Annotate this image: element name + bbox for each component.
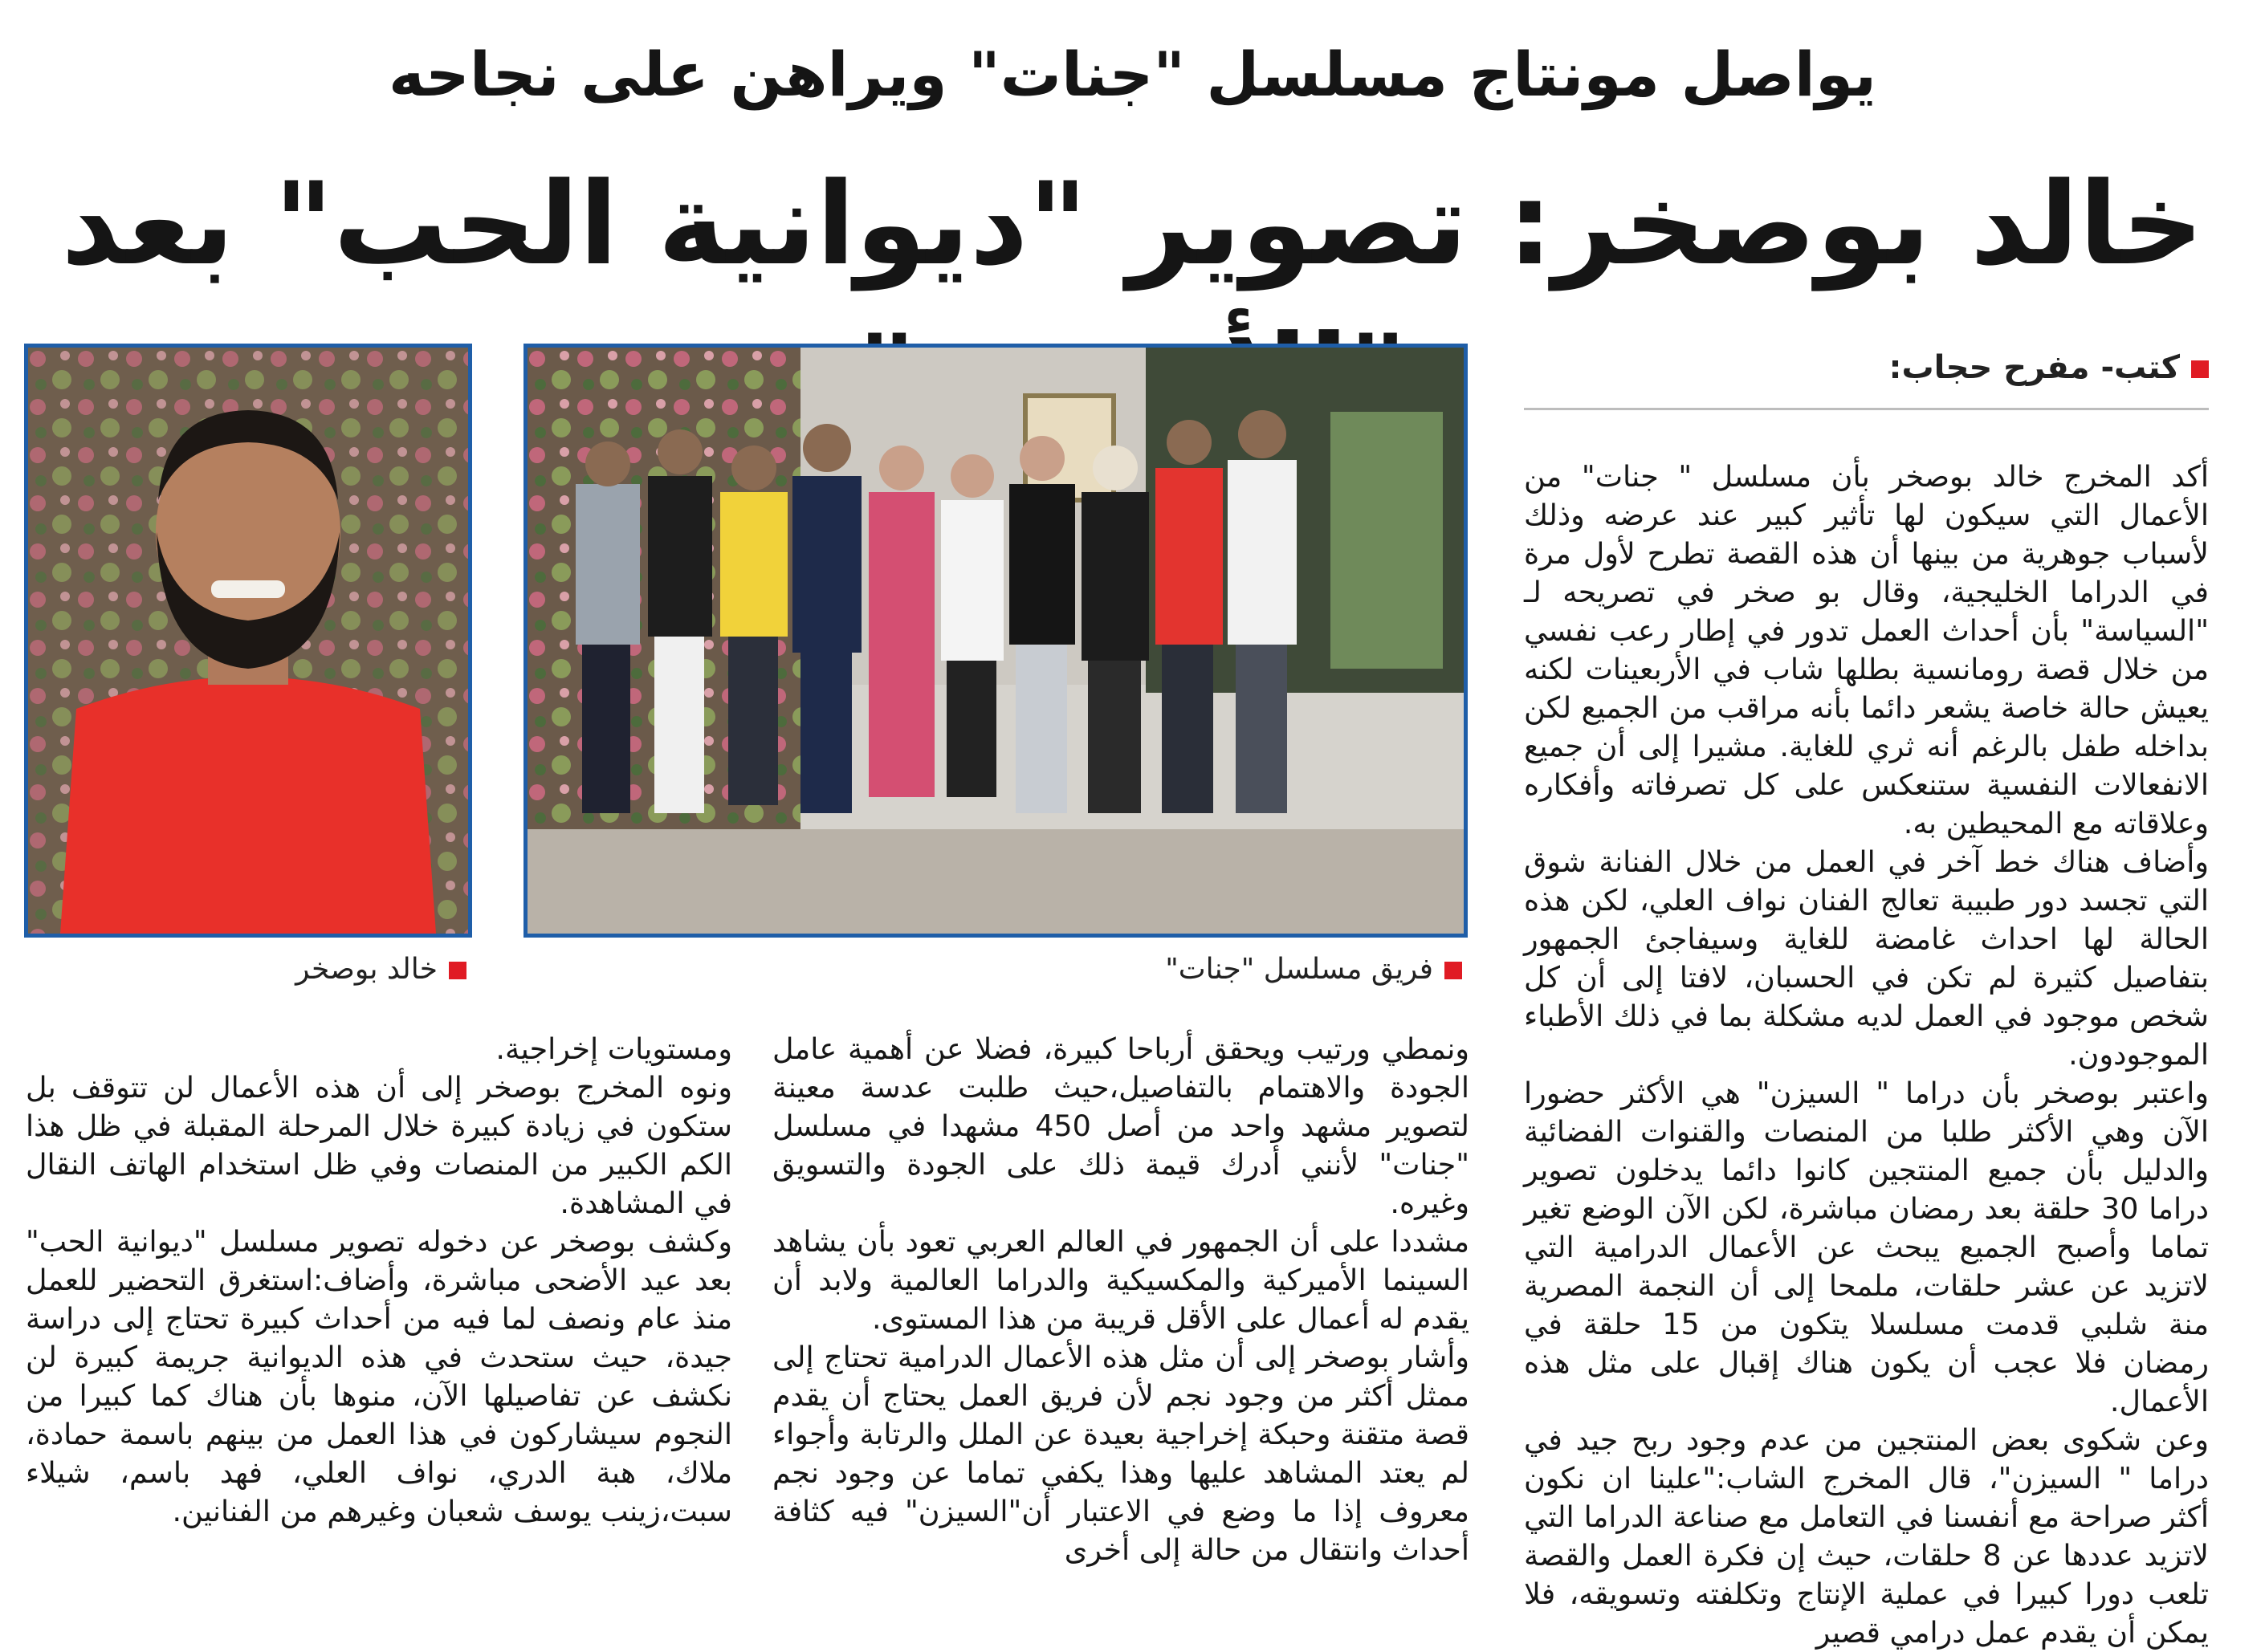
byline-text: كتب- مفرح حجاب: [1888, 349, 2180, 386]
byline [1888, 345, 2209, 390]
subheadline: يواصل مونتاج مسلسل "جنات" ويراهن على نجاحه [388, 39, 1877, 110]
portrait-caption-text: خالد بوصخر [295, 953, 438, 986]
article-column-middle [772, 1030, 1469, 1567]
team-photo-caption [1165, 950, 1462, 990]
team-photo-illustration [528, 348, 1464, 934]
paragraph: ومستويات إخراجية. [495, 1031, 732, 1066]
byline-bullet [2191, 360, 2209, 378]
article-column-right [1524, 458, 2209, 1650]
portrait-caption [295, 950, 466, 990]
caption-bullet [1444, 962, 1462, 979]
portrait-illustration [28, 348, 468, 934]
caption-bullet [449, 962, 466, 979]
paragraph: وأضاف هناك خط آخر في العمل من خلال الفنانة شوق التي تجسد دور طبيبة تعالج الفنان نواف العلي، لكن هذه الحالة لها احداث غامضة للغاية وسيفاجئ الجمهور بتفاصيل كثيرة لم تكن في الحسبان، لافتا إلى أن كل شخص موجود في العمل لديه مشكلة بما في ذلك الأطباء الموجودون. [1524, 844, 2209, 1072]
paragraph: ونمطي ورتيب ويحقق أرباحا كبيرة، فضلا عن أهمية عامل الجودة والاهتمام بالتفاصيل،حيث طلبت عدسة معينة لتصوير مشهد واحد من أصل 450 مشهدا في مسلسل "جنات" لأنني أدرك قيمة ذلك على الجودة والتسويق وغيره. [772, 1031, 1469, 1220]
paragraph: أكد المخرج خالد بوصخر بأن مسلسل " جنات" من الأعمال التي سيكون لها تأثير كبير عند عرضه وذلك لأسباب جوهرية من بينها أن هذه القصة تطرح لأول مرة في الدراما الخليجية، وقال بو صخر في تصريحه لـ "السياسة" بأن أحداث العمل تدور في إطار رعب نفسي من خلال قصة رومانسية بطلها شاب في الأربعينات لكنه يعيش حالة خاصة يشعر دائما بأنه مراقب من الجميع لكن بداخله طفل بالرغم أنه ثري للغاية. مشيرا إلى أن جميع الانفعالات النفسية ستنعكس على كل تصرفاته وأفكاره وعلاقاته مع المحيطين به. [1524, 459, 2209, 840]
byline-divider [1524, 408, 2209, 410]
paragraph: ونوه المخرج بوصخر إلى أن هذه الأعمال لن تتوقف بل ستكون في زيادة كبيرة خلال المرحلة المقبلة في ظل هذا الكم الكبير من المنصات وفي ظل استخدام الهاتف النقال في المشاهدة. [26, 1070, 732, 1220]
paragraph: وعن شكوى بعض المنتجين من عدم وجود ربح جيد في دراما " السيزن"، قال المخرج الشاب:"علينا ان نكون أكثر صراحة مع أنفسنا في التعامل مع صناعة الدراما التي لاتزيد عددها عن 8 حلقات، حيث إن فكرة العمل والقصة تلعب دورا كبيرا في عملية الإنتاج وتكلفته وتسويقه، فلا يمكن أن يقدم عمل درامي قصير [1524, 1422, 2209, 1650]
article-column-left [26, 1030, 732, 1533]
team-photo [523, 344, 1468, 938]
team-photo-caption-text: فريق مسلسل "جنات" [1165, 953, 1433, 986]
paragraph: وأشار بوصخر إلى أن مثل هذه الأعمال الدرامية تحتاج إلى ممثل أكثر من وجود نجم لأن فريق العمل يحتاج أن يقدم قصة متقنة وحبكة إخراجية بعيدة عن الملل والرتابة وأجواء لم يعتد المشاهد عليها وهذا يكفي تماما عن وجود نجم معروف إذا ما وضع في الاعتبار أن"السيزن" فيه كثافة أحداث وانتقال من حالة إلى أخرى [772, 1340, 1469, 1567]
paragraph: واعتبر بوصخر بأن دراما " السيزن" هي الأكثر حضورا الآن وهي الأكثر طلبا من المنصات والقنوات الفضائية والدليل بأن جميع المنتجين كانوا دائما يدخلون تصوير دراما 30 حلقة بعد رمضان مباشرة، لكن الآن الوضع تغير تماما وأصبح الجميع يبحث عن الأعمال الدرامية التي لاتزيد عن عشر حلقات، ملمحا إلى أن النجمة المصرية منة شلبي قدمت مسلسلا يتكون من 15 حلقة في رمضان فلا عجب أن يكون هناك إقبال على مثل هذه الأعمال. [1524, 1076, 2209, 1418]
headline: خالد بوصخر: تصوير "ديوانية الحب" بعد [61, 158, 2204, 291]
portrait-photo [24, 344, 472, 938]
paragraph: وكشف بوصخر عن دخوله تصوير مسلسل "ديوانية الحب" بعد عيد الأضحى مباشرة، وأضاف:استغرق التحضير للعمل منذ عام ونصف لما فيه من أحداث كبيرة تحتاج إلى دراسة جيدة، حيث ستحدث في هذه الديوانية جريمة كبيرة لن نكشف عن تفاصيلها الآن، منوها بأن هناك كما كبيرا من النجوم سيشاركون في هذا العمل من بينهم باسمة حمادة، ملاك، هبة الدري، نواف العلي، فهد باسم، شيلاء سبت،زينب يوسف شعبان وغيرهم من الفنانين. [26, 1224, 732, 1528]
paragraph: مشددا على أن الجمهور في العالم العربي تعود بأن يشاهد السينما الأميركية والمكسيكية والدراما العالمية ولابد أن يقدم له أعمال على الأقل قريبة من هذا المستوى. [772, 1224, 1469, 1336]
